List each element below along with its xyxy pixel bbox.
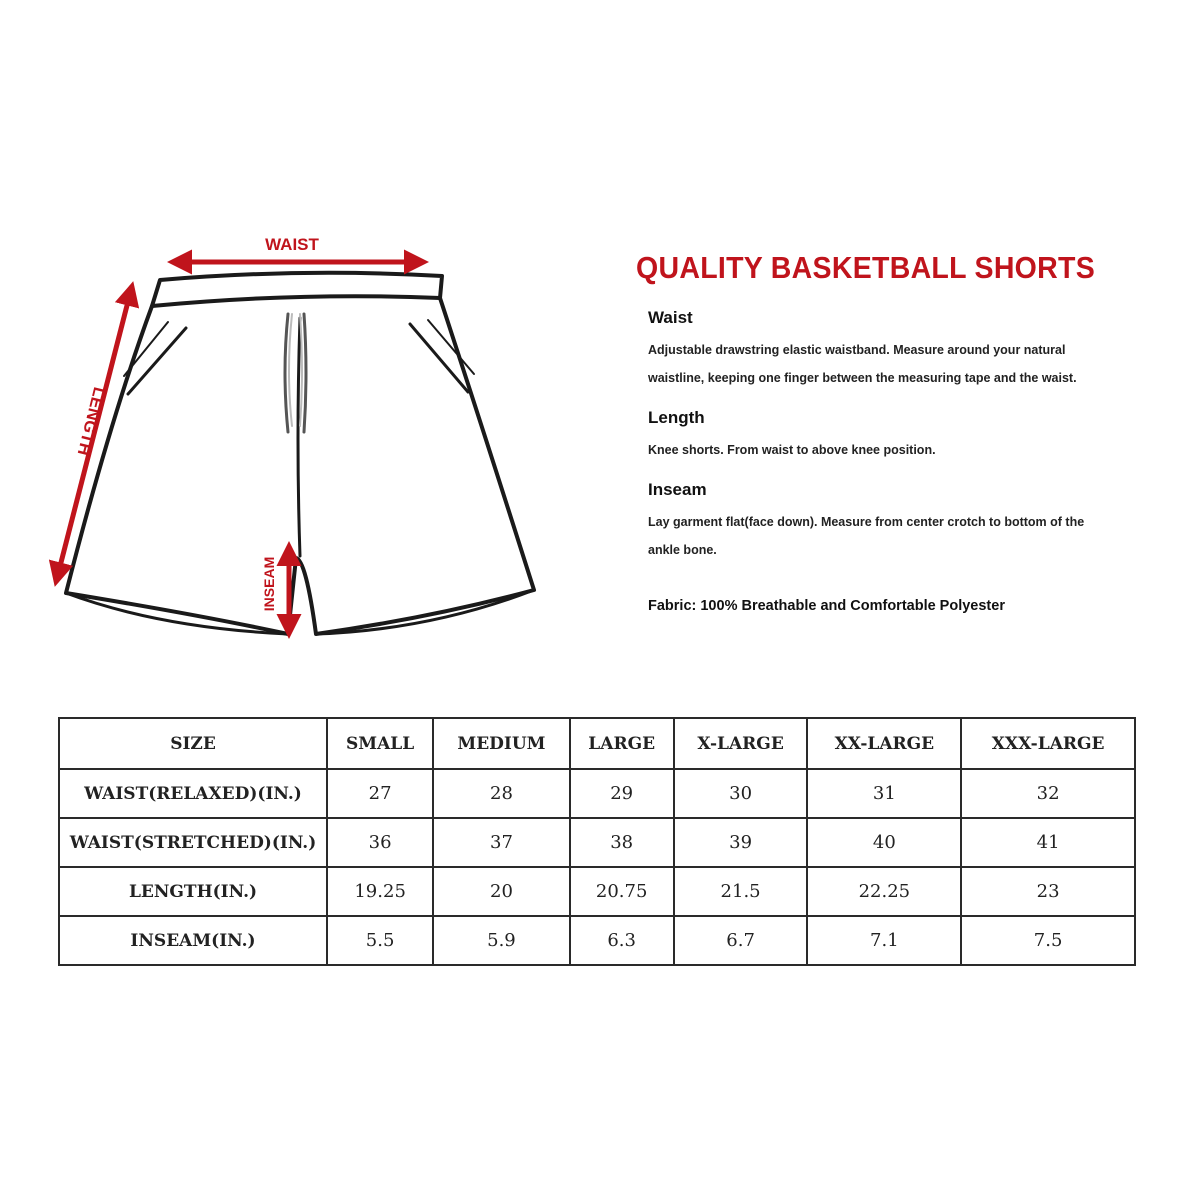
table-cell: 27	[327, 769, 433, 818]
product-title: QUALITY BASKETBALL SHORTS	[636, 250, 1096, 285]
table-cell: 30	[674, 769, 808, 818]
table-cell: 32	[961, 769, 1135, 818]
table-cell: 31	[807, 769, 961, 818]
table-row	[59, 867, 1135, 916]
table-cell: 20.75	[570, 867, 674, 916]
table-row	[59, 916, 1135, 965]
shorts-illustration	[0, 0, 600, 700]
table-cell: 5.5	[327, 916, 433, 965]
table-cell: 23	[961, 867, 1135, 916]
length-description: Knee shorts. From waist to above knee position.	[648, 443, 936, 457]
table-cell: 39	[674, 818, 808, 867]
inseam-label: INSEAM	[261, 556, 277, 612]
product-info	[636, 250, 1156, 614]
table-cell: 6.3	[570, 916, 674, 965]
fabric-note: Fabric: 100% Breathable and Comfortable Polyester	[648, 598, 1005, 614]
table-row	[59, 769, 1135, 818]
waist-section	[648, 308, 1156, 392]
size-column-header: MEDIUM	[433, 718, 569, 769]
length-heading: Length	[648, 408, 705, 427]
table-row	[59, 818, 1135, 867]
size-column-header: XXX-LARGE	[961, 718, 1135, 769]
row-label: LENGTH(IN.)	[59, 867, 327, 916]
inseam-heading: Inseam	[648, 480, 707, 499]
length-section	[648, 408, 1156, 464]
table-cell: 5.9	[433, 916, 569, 965]
size-column-header: LARGE	[570, 718, 674, 769]
drawstring	[285, 314, 306, 432]
waist-heading: Waist	[648, 308, 693, 327]
size-column-header: XX-LARGE	[807, 718, 961, 769]
waist-label: WAIST	[265, 235, 319, 254]
size-column-header: SMALL	[327, 718, 433, 769]
inseam-description: Lay garment flat(face down). Measure from center crotch to bottom of the ankle bone.	[648, 515, 1085, 557]
table-cell: 20	[433, 867, 569, 916]
table-cell: 36	[327, 818, 433, 867]
table-cell: 22.25	[807, 867, 961, 916]
size-column-header: X-LARGE	[674, 718, 808, 769]
table-cell: 37	[433, 818, 569, 867]
table-cell: 6.7	[674, 916, 808, 965]
table-cell: 19.25	[327, 867, 433, 916]
size-header-cell: SIZE	[59, 718, 327, 769]
table-cell: 41	[961, 818, 1135, 867]
table-cell: 7.5	[961, 916, 1135, 965]
shorts-measurement-diagram	[0, 0, 600, 700]
waist-description: Adjustable drawstring elastic waistband. Measure around your natural waistline, keeping one finger between the measuring tape and the waist.	[648, 343, 1077, 385]
table-cell: 21.5	[674, 867, 808, 916]
table-cell: 7.1	[807, 916, 961, 965]
table-cell: 38	[570, 818, 674, 867]
row-label: INSEAM(IN.)	[59, 916, 327, 965]
table-cell: 29	[570, 769, 674, 818]
table-cell: 28	[433, 769, 569, 818]
size-chart-table	[58, 717, 1136, 966]
row-label: WAIST(RELAXED)(IN.)	[59, 769, 327, 818]
length-label: LENGTH	[73, 385, 110, 458]
inseam-section	[648, 480, 1156, 564]
table-header-row	[59, 718, 1135, 769]
table-cell: 40	[807, 818, 961, 867]
row-label: WAIST(STRETCHED)(IN.)	[59, 818, 327, 867]
